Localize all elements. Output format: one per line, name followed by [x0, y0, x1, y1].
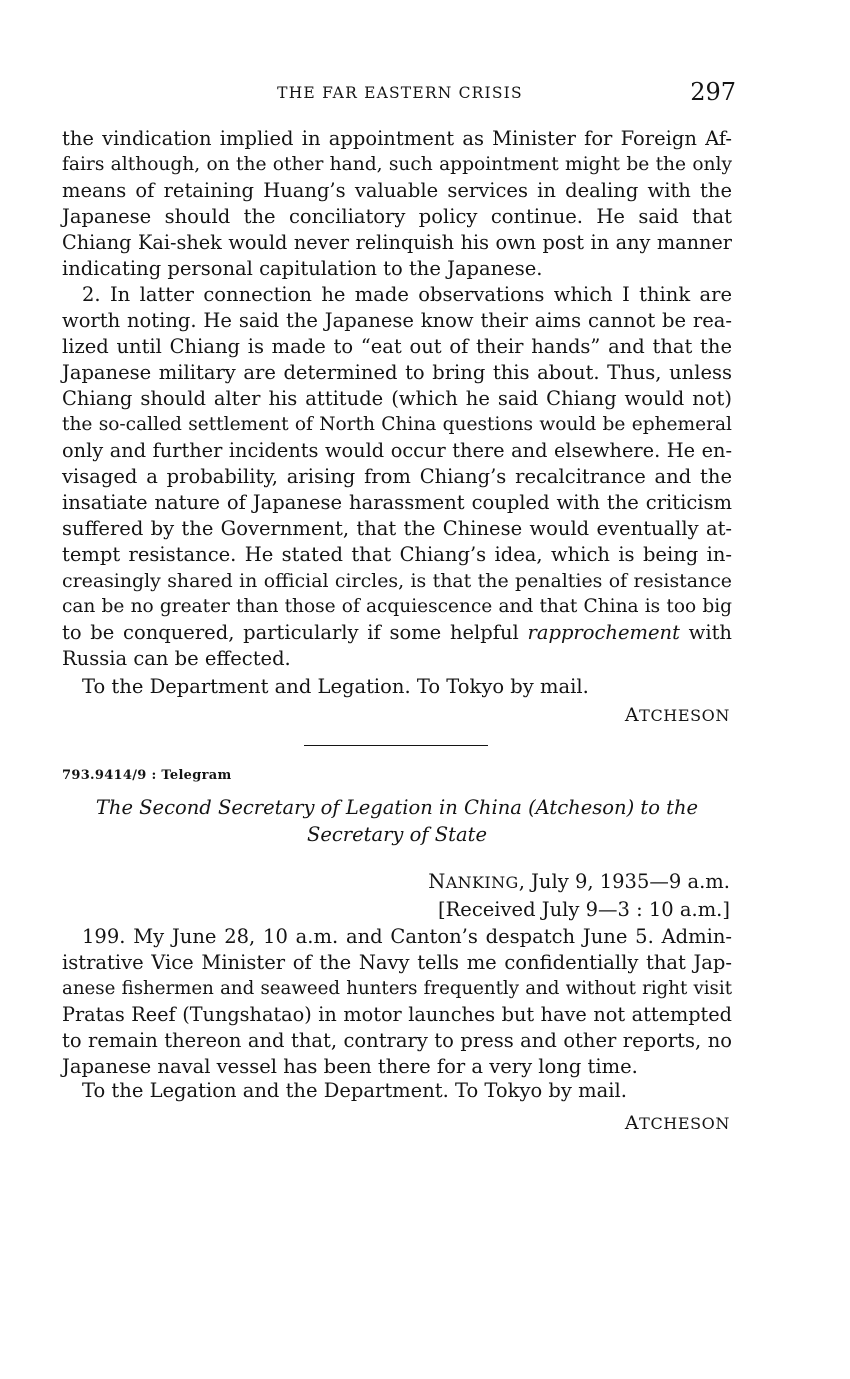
text-line: suffered by the Government, that the Chinese would eventually at- — [62, 517, 732, 540]
text-line: worth noting. He said the Japanese know their aims cannot be rea- — [62, 309, 732, 332]
text-line: to remain thereon and that, contrary to press and other reports, no — [62, 1029, 732, 1052]
running-header — [62, 80, 738, 112]
heading-line: The Second Secretary of Legation in China (Atcheson) to the — [95, 796, 699, 819]
section-divider — [304, 745, 488, 746]
file-reference: 793.9414/9 : Telegram — [62, 768, 232, 783]
text-line: Japanese naval vessel has been there for a very long time. — [62, 1055, 638, 1078]
text-line: Japanese military are determined to bring this about. Thus, unless — [62, 361, 732, 384]
signature: ATCHESON — [624, 1112, 730, 1134]
italic-term: rapprochement — [527, 621, 680, 644]
heading-line: Secretary of State — [306, 823, 488, 846]
paragraph-4 — [62, 924, 732, 1080]
text-line: Japanese should the conciliatory policy continue. He said that — [62, 205, 732, 228]
text-line: only and further incidents would occur there and elsewhere. He en- — [62, 439, 732, 462]
text-line: 199. My June 28, 10 a.m. and Canton’s despatch June 5. Admin- — [82, 925, 732, 948]
text-line: fairs although, on the other hand, such appointment might be the only — [62, 154, 732, 175]
text-line: the vindication implied in appointment as Minister for Foreign Af- — [62, 127, 732, 150]
text-line: Chiang Kai-shek would never relinquish his own post in any manner — [62, 231, 732, 254]
received-line: [Received July 9—3 : 10 a.m.] — [437, 898, 730, 921]
paragraph-2 — [62, 282, 732, 672]
paragraph-3 — [62, 674, 732, 700]
running-title: THE FAR EASTERN CRISIS — [277, 84, 523, 102]
text-line: means of retaining Huang’s valuable services in dealing with the — [62, 179, 732, 202]
text-line: can be no greater than those of acquiescence and that China is too big — [62, 596, 732, 617]
text-line: Pratas Reef (Tungshatao) in motor launches but have not attempted — [62, 1003, 732, 1026]
text-line — [62, 620, 732, 646]
text-line: tempt resistance. He stated that Chiang’s idea, which is being in- — [62, 543, 732, 566]
text-line: 2. In latter connection he made observations which I think are — [82, 283, 732, 306]
text-line: the so-called settlement of North China questions would be ephemeral — [62, 414, 732, 435]
place-date: NANKING, July 9, 1935—9 a.m. — [428, 870, 730, 893]
text-segment: with — [688, 621, 732, 644]
text-line: indicating personal capitulation to the Japanese. — [62, 257, 543, 280]
text-line: To the Legation and the Department. To Tokyo by mail. — [82, 1079, 627, 1102]
text-line: Russia can be effected. — [62, 647, 291, 670]
paragraph-1 — [62, 126, 732, 282]
signature: ATCHESON — [624, 704, 730, 726]
text-line: istrative Vice Minister of the Navy tells me confidentially that Jap- — [62, 951, 732, 974]
dateline — [428, 868, 730, 923]
text-segment: to be conquered, particularly if some helpful — [62, 621, 519, 644]
text-line: lized until Chiang is made to “eat out of their hands” and that the — [62, 335, 732, 358]
document-heading — [62, 794, 732, 848]
text-line: visaged a probability, arising from Chiang’s recalcitrance and the — [62, 465, 732, 488]
page-number: 297 — [690, 78, 736, 106]
text-line: Chiang should alter his attitude (which he said Chiang would not) — [62, 387, 732, 410]
text-line: creasingly shared in official circles, is that the penalties of resistance — [62, 570, 732, 592]
text-line: insatiate nature of Japanese harassment coupled with the criticism — [62, 491, 732, 514]
paragraph-5 — [62, 1078, 732, 1104]
text-line: To the Department and Legation. To Tokyo by mail. — [82, 675, 589, 698]
text-line: anese fishermen and seaweed hunters frequently and without right visit — [62, 978, 732, 999]
